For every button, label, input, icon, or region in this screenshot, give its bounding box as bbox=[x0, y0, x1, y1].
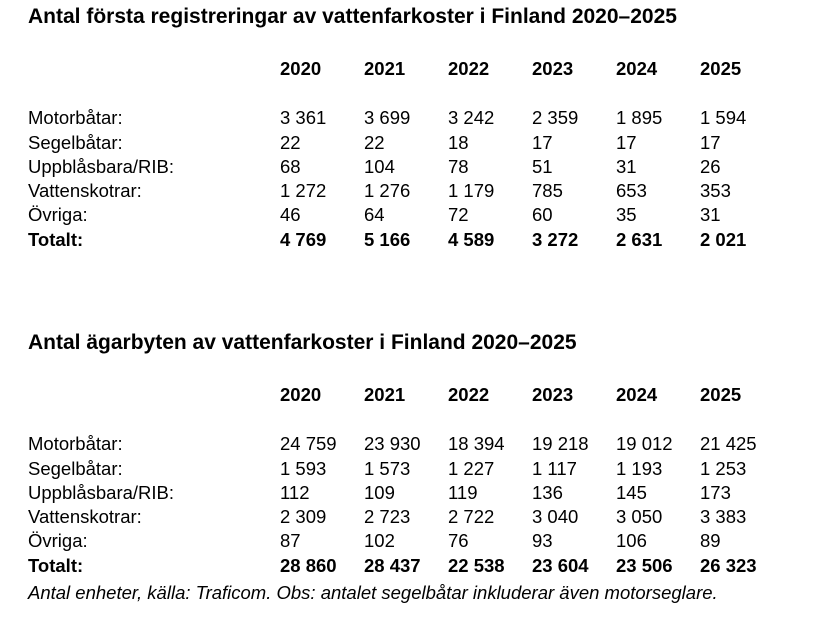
value-cell-2021: 22 bbox=[364, 131, 385, 153]
value-cell-2024: 1 895 bbox=[616, 107, 663, 129]
year-header-2024: 2024 bbox=[616, 384, 658, 405]
value-cell-2020: 3 361 bbox=[280, 107, 327, 129]
year-header-2020: 2020 bbox=[280, 384, 322, 405]
value-cell-2025: 31 bbox=[700, 204, 721, 226]
table-row bbox=[28, 432, 780, 456]
value-cell-2021: 109 bbox=[364, 481, 395, 503]
row-label: Segelbåtar: bbox=[28, 131, 123, 153]
year-header-2023: 2023 bbox=[532, 384, 574, 405]
table-row bbox=[28, 505, 780, 529]
first-registrations-table bbox=[28, 56, 780, 252]
value-cell-2025: 1 594 bbox=[700, 107, 747, 129]
year-header-2023: 2023 bbox=[532, 58, 574, 79]
value-cell-2024: 17 bbox=[616, 131, 637, 153]
value-cell-2022: 18 394 bbox=[448, 433, 505, 455]
value-cell-2021: 102 bbox=[364, 530, 395, 552]
value-cell-2022: 18 bbox=[448, 131, 469, 153]
value-cell-2025: 2 021 bbox=[700, 228, 747, 250]
table-row bbox=[28, 155, 780, 179]
spacer-cell bbox=[28, 408, 780, 432]
value-cell-2021: 28 437 bbox=[364, 554, 421, 576]
value-cell-2023: 3 272 bbox=[532, 228, 579, 250]
value-cell-2020: 24 759 bbox=[280, 433, 337, 455]
value-cell-2024: 145 bbox=[616, 481, 647, 503]
header-blank-cell bbox=[28, 382, 280, 408]
value-cell-2022: 4 589 bbox=[448, 228, 495, 250]
value-cell-2020: 28 860 bbox=[280, 554, 337, 576]
header-blank-cell bbox=[28, 56, 280, 82]
row-label: Totalt: bbox=[28, 228, 84, 250]
value-cell-2020: 1 593 bbox=[280, 457, 327, 479]
table-row bbox=[28, 481, 780, 505]
value-cell-2023: 23 604 bbox=[532, 554, 589, 576]
value-cell-2021: 1 276 bbox=[364, 180, 411, 202]
value-cell-2023: 51 bbox=[532, 155, 553, 177]
year-header-2024: 2024 bbox=[616, 58, 658, 79]
value-cell-2020: 2 309 bbox=[280, 506, 327, 528]
value-cell-2022: 1 227 bbox=[448, 457, 495, 479]
value-cell-2021: 64 bbox=[364, 204, 385, 226]
source-footnote: Antal enheter, källa: Traficom. Obs: antalet segelbåtar inkluderar även motorseglare. bbox=[28, 582, 718, 603]
value-cell-2025: 173 bbox=[700, 481, 731, 503]
table-row bbox=[28, 131, 780, 155]
value-cell-2025: 89 bbox=[700, 530, 721, 552]
ownership-changes-title: Antal ägarbyten av vattenfarkoster i Finland 2020–2025 bbox=[28, 331, 577, 354]
value-cell-2020: 4 769 bbox=[280, 228, 327, 250]
value-cell-2024: 35 bbox=[616, 204, 637, 226]
value-cell-2023: 136 bbox=[532, 481, 563, 503]
row-label: Övriga: bbox=[28, 204, 88, 226]
value-cell-2023: 2 359 bbox=[532, 107, 579, 129]
value-cell-2021: 104 bbox=[364, 155, 395, 177]
total-row bbox=[28, 228, 780, 252]
table-row bbox=[28, 529, 780, 553]
value-cell-2023: 1 117 bbox=[532, 457, 577, 479]
table-row bbox=[28, 179, 780, 203]
row-label: Totalt: bbox=[28, 554, 84, 576]
spacer-row bbox=[28, 408, 780, 432]
value-cell-2024: 19 012 bbox=[616, 433, 673, 455]
value-cell-2021: 1 573 bbox=[364, 457, 411, 479]
value-cell-2025: 26 bbox=[700, 155, 721, 177]
spacer-row bbox=[28, 82, 780, 106]
value-cell-2023: 19 218 bbox=[532, 433, 589, 455]
total-row bbox=[28, 554, 780, 578]
ownership-changes-table bbox=[28, 382, 780, 578]
value-cell-2022: 119 bbox=[448, 481, 478, 503]
value-cell-2020: 68 bbox=[280, 155, 301, 177]
value-cell-2022: 1 179 bbox=[448, 180, 495, 202]
first-registrations-section bbox=[28, 4, 818, 252]
value-cell-2021: 23 930 bbox=[364, 433, 421, 455]
year-header-2020: 2020 bbox=[280, 58, 322, 79]
year-header-2022: 2022 bbox=[448, 384, 490, 405]
row-label: Uppblåsbara/RIB: bbox=[28, 481, 175, 503]
value-cell-2022: 3 242 bbox=[448, 107, 495, 129]
spacer-cell bbox=[28, 82, 780, 106]
year-header-row bbox=[28, 56, 780, 82]
value-cell-2025: 21 425 bbox=[700, 433, 757, 455]
value-cell-2023: 17 bbox=[532, 131, 553, 153]
value-cell-2021: 3 699 bbox=[364, 107, 411, 129]
header-row bbox=[28, 382, 780, 408]
value-cell-2022: 72 bbox=[448, 204, 469, 226]
value-cell-2022: 78 bbox=[448, 155, 469, 177]
value-cell-2021: 5 166 bbox=[364, 228, 411, 250]
year-header-row bbox=[28, 382, 780, 408]
value-cell-2025: 26 323 bbox=[700, 554, 757, 576]
value-cell-2020: 22 bbox=[280, 131, 301, 153]
value-cell-2023: 3 040 bbox=[532, 506, 579, 528]
value-cell-2023: 785 bbox=[532, 180, 563, 202]
value-cell-2023: 93 bbox=[532, 530, 553, 552]
value-cell-2024: 3 050 bbox=[616, 506, 663, 528]
row-label: Vattenskotrar: bbox=[28, 180, 142, 202]
year-header-2021: 2021 bbox=[364, 58, 406, 79]
table-body bbox=[28, 408, 780, 578]
table-row bbox=[28, 457, 780, 481]
value-cell-2020: 112 bbox=[280, 481, 310, 503]
year-header-2025: 2025 bbox=[700, 384, 742, 405]
ownership-changes-section bbox=[28, 330, 818, 578]
year-header-2025: 2025 bbox=[700, 58, 742, 79]
value-cell-2023: 60 bbox=[532, 204, 553, 226]
table-body bbox=[28, 82, 780, 252]
row-label: Uppblåsbara/RIB: bbox=[28, 155, 175, 177]
value-cell-2024: 106 bbox=[616, 530, 647, 552]
value-cell-2020: 1 272 bbox=[280, 180, 327, 202]
year-header-2022: 2022 bbox=[448, 58, 490, 79]
year-header-2021: 2021 bbox=[364, 384, 406, 405]
value-cell-2022: 22 538 bbox=[448, 554, 505, 576]
header-row bbox=[28, 56, 780, 82]
value-cell-2024: 2 631 bbox=[616, 228, 663, 250]
table-row bbox=[28, 106, 780, 130]
value-cell-2025: 353 bbox=[700, 180, 731, 202]
row-label: Vattenskotrar: bbox=[28, 506, 142, 528]
value-cell-2020: 87 bbox=[280, 530, 301, 552]
first-registrations-title: Antal första registreringar av vattenfarkoster i Finland 2020–2025 bbox=[28, 5, 677, 28]
value-cell-2020: 46 bbox=[280, 204, 301, 226]
value-cell-2021: 2 723 bbox=[364, 506, 411, 528]
value-cell-2022: 2 722 bbox=[448, 506, 495, 528]
value-cell-2025: 17 bbox=[700, 131, 721, 153]
value-cell-2024: 1 193 bbox=[616, 457, 663, 479]
row-label: Övriga: bbox=[28, 530, 88, 552]
value-cell-2024: 653 bbox=[616, 180, 647, 202]
value-cell-2022: 76 bbox=[448, 530, 469, 552]
value-cell-2025: 1 253 bbox=[700, 457, 747, 479]
value-cell-2025: 3 383 bbox=[700, 506, 747, 528]
row-label: Motorbåtar: bbox=[28, 433, 123, 455]
value-cell-2024: 23 506 bbox=[616, 554, 673, 576]
row-label: Motorbåtar: bbox=[28, 107, 123, 129]
value-cell-2024: 31 bbox=[616, 155, 637, 177]
table-row bbox=[28, 203, 780, 227]
row-label: Segelbåtar: bbox=[28, 457, 123, 479]
